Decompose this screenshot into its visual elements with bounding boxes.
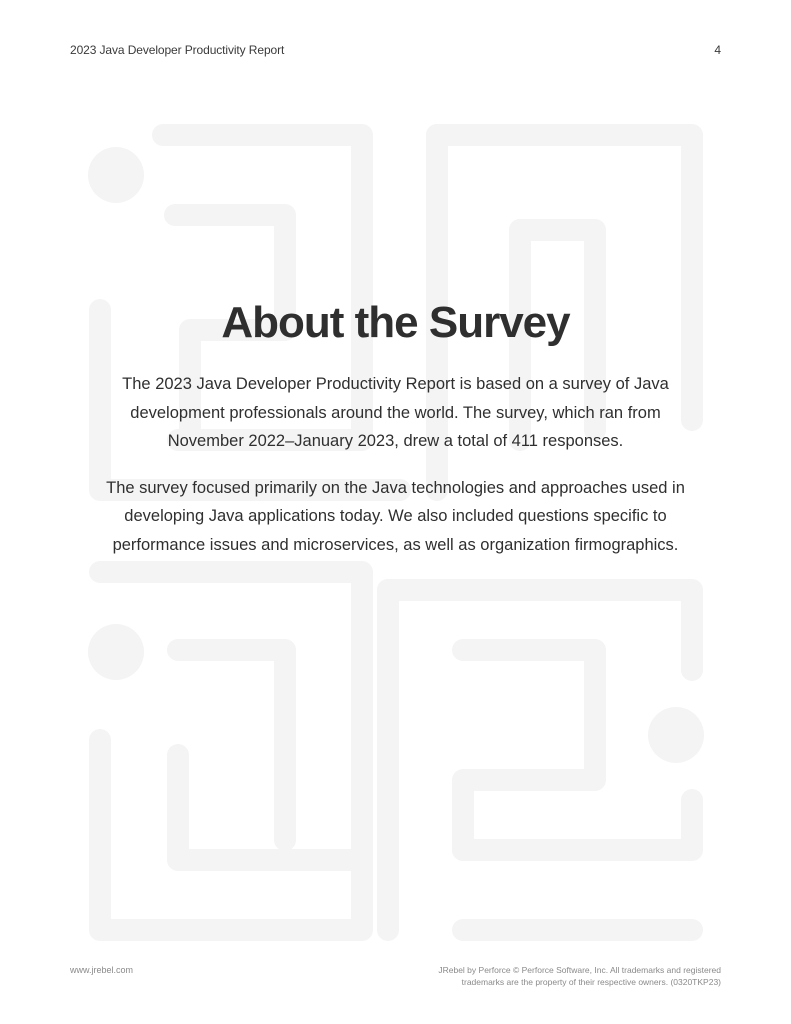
footer-legal-line-1: JRebel by Perforce © Perforce Software, Inc. All trademarks and registered (438, 965, 721, 975)
paragraph-survey-overview: The 2023 Java Developer Productivity Report is based on a survey of Java development professionals around the world. The survey, which ran from November 2022–January 2023, drew a total of 411 responses. (122, 375, 669, 450)
paragraph-survey-focus: The survey focused primarily on the Java technologies and approaches used in developing Java applications today. We also included questions specific to performance issues and microservices, as well as organization firmographics. (106, 478, 685, 554)
running-header: 2023 Java Developer Productivity Report (70, 43, 285, 57)
page-title: About the Survey (221, 298, 570, 347)
footer-legal-notice (391, 965, 721, 988)
main-content (80, 296, 711, 559)
footer-website-link[interactable]: www.jrebel.com (70, 965, 134, 975)
footer-legal-line-2: trademarks are the property of their respective owners. (0320TKP23) (461, 976, 721, 987)
page-number: 4 (714, 43, 721, 57)
